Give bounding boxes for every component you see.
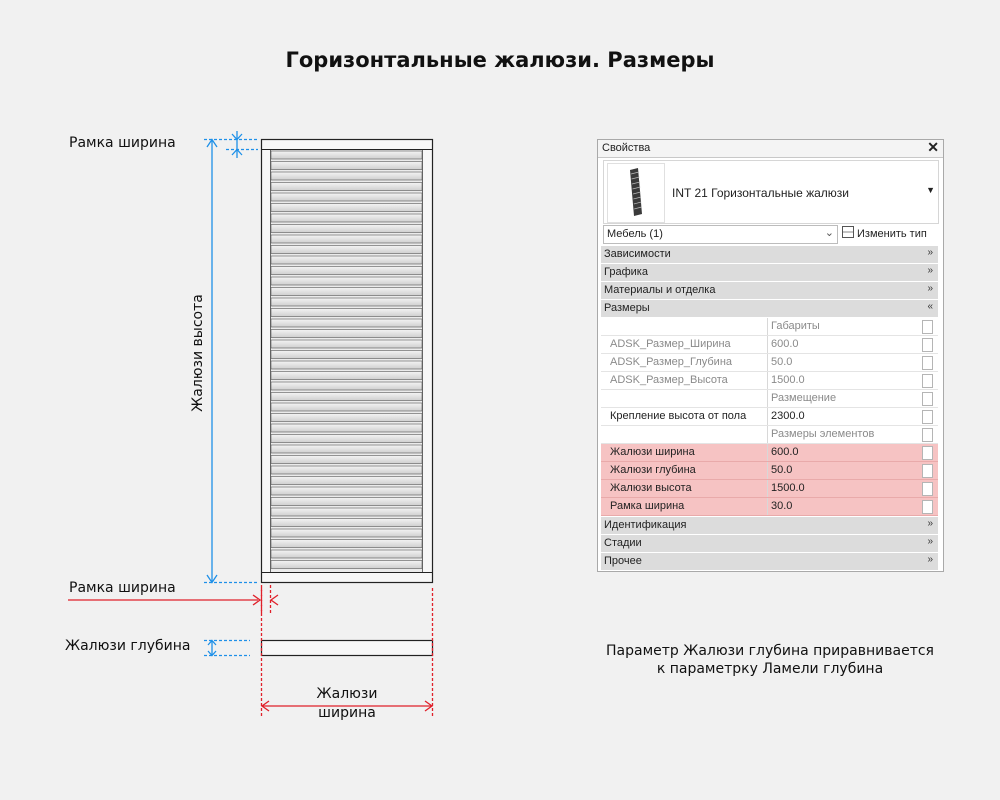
- blind-slat: [271, 519, 422, 527]
- param-value[interactable]: 1500.0: [771, 482, 805, 494]
- blind-slat: [271, 487, 422, 495]
- blind-slat: [271, 183, 422, 191]
- blind-slat: [271, 214, 422, 222]
- param-button[interactable]: [922, 482, 933, 496]
- blind-slat: [271, 424, 422, 432]
- blind-height-dimension: [204, 140, 258, 583]
- group-other-label: Прочее: [604, 555, 642, 567]
- param-row-adsk-height: [601, 372, 938, 390]
- group-graphics[interactable]: [601, 264, 938, 281]
- properties-title: Свойства: [602, 142, 651, 154]
- expand-icon[interactable]: »: [927, 518, 933, 529]
- blind-width-label-line2: ширина: [318, 705, 376, 721]
- blind-slat: [271, 340, 422, 348]
- blind-slat: [271, 540, 422, 548]
- blind-depth-label: Жалюзи глубина: [65, 638, 191, 654]
- param-button[interactable]: [922, 356, 933, 370]
- type-name: INT 21 Горизонтальные жалюзи: [672, 186, 849, 200]
- blind-slat: [271, 498, 422, 506]
- param-name: Жалюзи ширина: [610, 446, 695, 458]
- blind-slat: [271, 361, 422, 369]
- page-title: Горизонтальные жалюзи. Размеры: [285, 48, 715, 72]
- param-value[interactable]: 30.0: [771, 500, 793, 512]
- blind-slat: [271, 277, 422, 285]
- blind-slat: [271, 435, 422, 443]
- properties-panel: [597, 139, 944, 572]
- expand-icon[interactable]: »: [927, 265, 933, 276]
- note-text: [570, 642, 970, 678]
- param-button[interactable]: [922, 338, 933, 352]
- param-value[interactable]: 50.0: [771, 464, 793, 476]
- blind-slat: [271, 330, 422, 338]
- group-other[interactable]: [601, 553, 938, 570]
- blind-slat: [271, 508, 422, 516]
- group-dimensions-label: Размеры: [604, 302, 650, 314]
- param-value[interactable]: 1500.0: [771, 374, 805, 386]
- blind-slat: [271, 561, 422, 569]
- param-name: Жалюзи глубина: [610, 464, 696, 476]
- param-button[interactable]: [922, 446, 933, 460]
- param-name: Рамка ширина: [610, 500, 685, 512]
- param-name: Крепление высота от пола: [610, 410, 747, 422]
- param-row-blind-depth: [601, 462, 938, 480]
- group-identity-label: Идентификация: [604, 519, 687, 531]
- blind-slat: [271, 204, 422, 212]
- type-selector[interactable]: [603, 160, 939, 224]
- section-overall: [601, 318, 938, 336]
- blind-slat: [271, 288, 422, 296]
- param-button[interactable]: [922, 410, 933, 424]
- section-placement-label: Размещение: [771, 392, 837, 404]
- param-value[interactable]: 50.0: [771, 356, 793, 368]
- blind-slat: [271, 225, 422, 233]
- param-button[interactable]: [922, 392, 933, 406]
- blind-front-view: [262, 140, 433, 583]
- blind-slat: [271, 403, 422, 411]
- section-placement: [601, 390, 938, 408]
- note-line-2: к параметрку Ламели глубина: [656, 661, 884, 677]
- frame-width-bottom-label: Рамка ширина: [69, 580, 176, 596]
- section-elements-label: Размеры элементов: [771, 428, 875, 440]
- param-button[interactable]: [922, 374, 933, 388]
- group-constraints[interactable]: [601, 246, 938, 263]
- blind-slat: [271, 256, 422, 264]
- blind-plan-view: [262, 641, 433, 656]
- blind-thumbnail-icon: [607, 163, 665, 223]
- expand-icon[interactable]: »: [927, 247, 933, 258]
- param-button[interactable]: [922, 428, 933, 442]
- element-filter-value: Мебель (1): [607, 228, 663, 240]
- blind-slat: [271, 529, 422, 537]
- param-value[interactable]: 600.0: [771, 446, 799, 458]
- blind-slat: [271, 550, 422, 558]
- param-row-blind-width: [601, 444, 938, 462]
- edit-type-icon: [842, 226, 854, 238]
- param-row-adsk-width: [601, 336, 938, 354]
- expand-icon[interactable]: »: [927, 536, 933, 547]
- group-phases[interactable]: [601, 535, 938, 552]
- expand-icon[interactable]: »: [927, 554, 933, 565]
- group-graphics-label: Графика: [604, 266, 648, 278]
- edit-type-label: Изменить тип: [857, 228, 927, 240]
- param-name: ADSK_Размер_Высота: [610, 374, 728, 386]
- group-constraints-label: Зависимости: [604, 248, 671, 260]
- blind-height-label: Жалюзи высота: [190, 294, 206, 412]
- blind-slat: [271, 193, 422, 201]
- blind-slat: [271, 456, 422, 464]
- param-value[interactable]: 600.0: [771, 338, 799, 350]
- expand-icon[interactable]: »: [927, 283, 933, 294]
- section-elements: [601, 426, 938, 444]
- blind-slat: [271, 393, 422, 401]
- blind-slat: [271, 309, 422, 317]
- blind-slat: [271, 235, 422, 243]
- group-dimensions[interactable]: [601, 300, 938, 317]
- blind-slat: [271, 162, 422, 170]
- group-phases-label: Стадии: [604, 537, 642, 549]
- blind-slat: [271, 414, 422, 422]
- element-filter-dropdown[interactable]: [603, 225, 838, 244]
- param-row-frame-width: [601, 498, 938, 516]
- blind-slat: [271, 466, 422, 474]
- group-materials[interactable]: [601, 282, 938, 299]
- blind-slat: [271, 382, 422, 390]
- note-line-1: Параметр Жалюзи глубина приравнивается: [606, 643, 934, 659]
- blind-slat: [271, 246, 422, 254]
- blind-slat: [271, 477, 422, 485]
- blind-slat: [271, 445, 422, 453]
- edit-type-button[interactable]: [842, 226, 927, 242]
- blind-slat: [271, 351, 422, 359]
- param-row-mount-height: [601, 408, 938, 426]
- blind-width-label-line1: Жалюзи: [316, 686, 378, 702]
- close-icon[interactable]: ✕: [927, 139, 939, 155]
- blind-slat: [271, 319, 422, 327]
- param-value[interactable]: 2300.0: [771, 410, 805, 422]
- blind-slat: [271, 151, 422, 159]
- properties-header: [598, 140, 943, 158]
- frame-width-top-label: Рамка ширина: [69, 135, 176, 151]
- blind-slat: [271, 298, 422, 306]
- section-overall-label: Габариты: [771, 320, 820, 332]
- param-name: ADSK_Размер_Ширина: [610, 338, 731, 350]
- param-button[interactable]: [922, 464, 933, 478]
- param-name: ADSK_Размер_Глубина: [610, 356, 733, 368]
- group-materials-label: Материалы и отделка: [604, 284, 716, 296]
- depth-dimension: [204, 641, 250, 656]
- group-identity[interactable]: [601, 517, 938, 534]
- chevron-down-icon[interactable]: ▼: [926, 185, 935, 195]
- param-name: Жалюзи высота: [610, 482, 692, 494]
- param-button[interactable]: [922, 500, 933, 514]
- blind-slat: [271, 172, 422, 180]
- param-row-adsk-depth: [601, 354, 938, 372]
- chevron-down-icon[interactable]: ⌄: [824, 227, 834, 239]
- param-button[interactable]: [922, 320, 933, 334]
- blind-slat: [271, 267, 422, 275]
- collapse-icon[interactable]: «: [927, 301, 933, 312]
- param-row-blind-height: [601, 480, 938, 498]
- blind-slat: [271, 372, 422, 380]
